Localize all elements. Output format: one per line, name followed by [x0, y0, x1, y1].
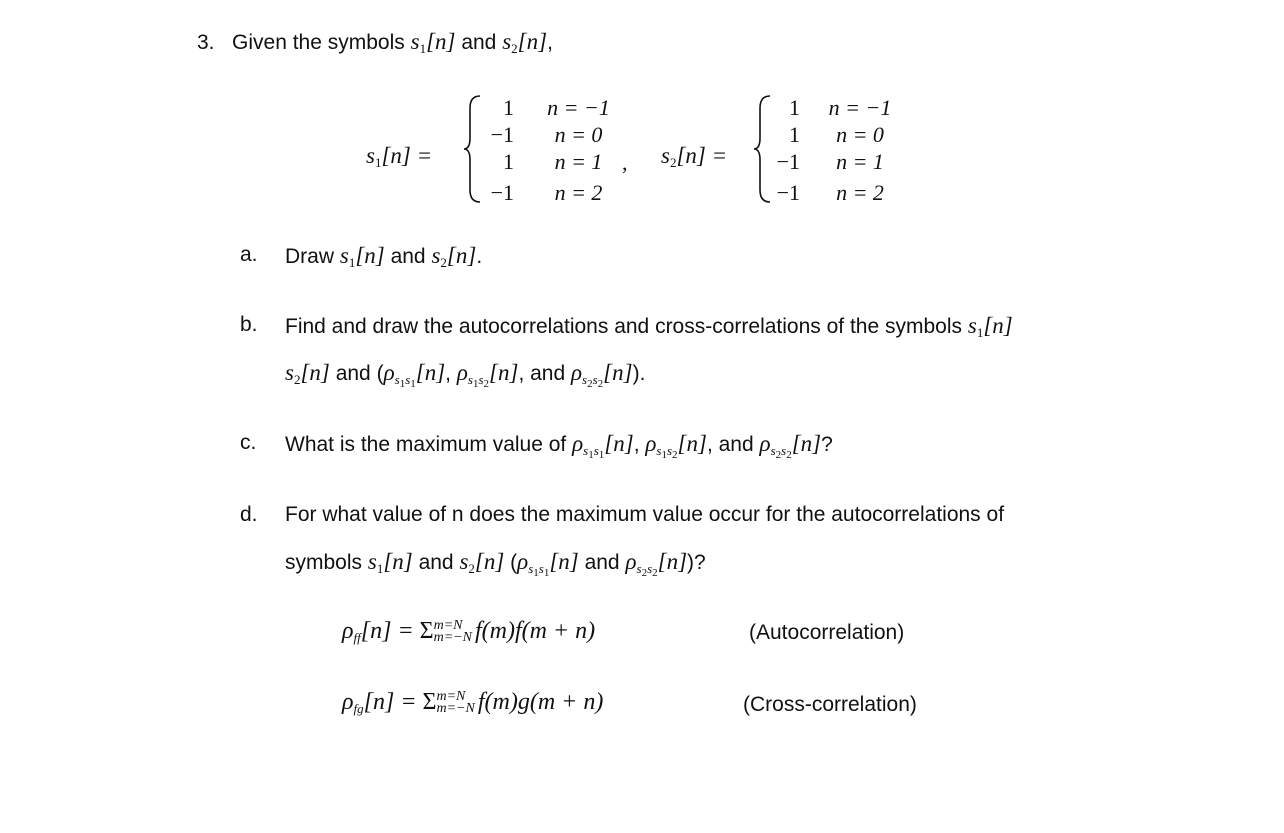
s1-value: −1: [490, 180, 514, 205]
s2-symbol: $s_2[n]$: [502, 29, 548, 56]
s2-condition: n = −1: [828, 95, 892, 120]
s1-value: 1: [503, 149, 514, 174]
s1-brace: [462, 94, 484, 204]
s1-value: −1: [490, 122, 514, 147]
s1-condition: n = 2: [554, 180, 603, 205]
part-d-line2: symbols $s_1[n]$ and $s_2[n]$ ($\rho_{s_1s_1}[n]$ and $\rho_{s_2s_2}[n]$)?: [285, 549, 706, 579]
autocorrelation-formula: $\rho_{ff}[n] = \Sigma$ m=N m=−N f(m)f(m + n): [342, 618, 596, 646]
part-c-text: What is the maximum value of $\rho_{s_1s_1}[n]$, $\rho_{s_1s_2}[n]$, and $\rho_{s_2s_2}[n]$?: [285, 431, 833, 461]
part-a-text: Draw $s_1[n]$ and $s_2[n]$.: [285, 243, 483, 270]
s2-value: 1: [789, 122, 800, 147]
crosscorrelation-label: (Cross-correlation): [743, 693, 917, 716]
s2-lhs: $s_2[n]$ =: [661, 143, 728, 170]
problem-header: 3. Given the symbols $s_1[n]$ and $s_2[n]$,: [197, 29, 553, 56]
problem-intro-and: and: [461, 31, 497, 54]
part-b-line1: Find and draw the autocorrelations and cross-correlations of the symbols $s_1[n]$: [285, 313, 1013, 340]
s2-condition: n = 0: [836, 122, 884, 147]
s1-condition: n = −1: [547, 95, 610, 120]
s2-value: 1: [789, 95, 800, 120]
crosscorrelation-formula: $\rho_{fg}[n] = \Sigma$ m=N m=−N f(m)g(m + n): [342, 689, 604, 717]
problem-number: 3.: [197, 31, 215, 54]
s1-value: 1: [503, 95, 514, 120]
problem-intro: Given the symbols: [232, 31, 405, 54]
part-d-line1: For what value of n does the maximum value occur for the autocorrelations of: [285, 503, 1005, 526]
part-a-label: a.: [240, 243, 258, 266]
part-d-label: d.: [240, 503, 258, 526]
s1-condition: n = 0: [554, 122, 603, 147]
part-b-line2: $s_2[n]$ and ($\rho_{s_1s_1}[n]$, $\rho_{s_1s_2}[n]$, and $\rho_{s_2s_2}[n]$).: [285, 360, 646, 390]
autocorrelation-label: (Autocorrelation): [749, 621, 905, 644]
s1-condition: n = 1: [554, 149, 603, 174]
s2-value: −1: [776, 180, 800, 205]
s2-value: −1: [776, 149, 800, 174]
part-c-label: c.: [240, 431, 257, 454]
s1-trailing-comma: ,: [622, 150, 628, 175]
part-b-label: b.: [240, 313, 258, 336]
s1-lhs: $s_1[n]$ =: [366, 143, 433, 170]
s1-symbol: $s_1[n]$: [410, 29, 456, 56]
s2-condition: n = 1: [836, 149, 884, 174]
s2-condition: n = 2: [836, 180, 884, 205]
